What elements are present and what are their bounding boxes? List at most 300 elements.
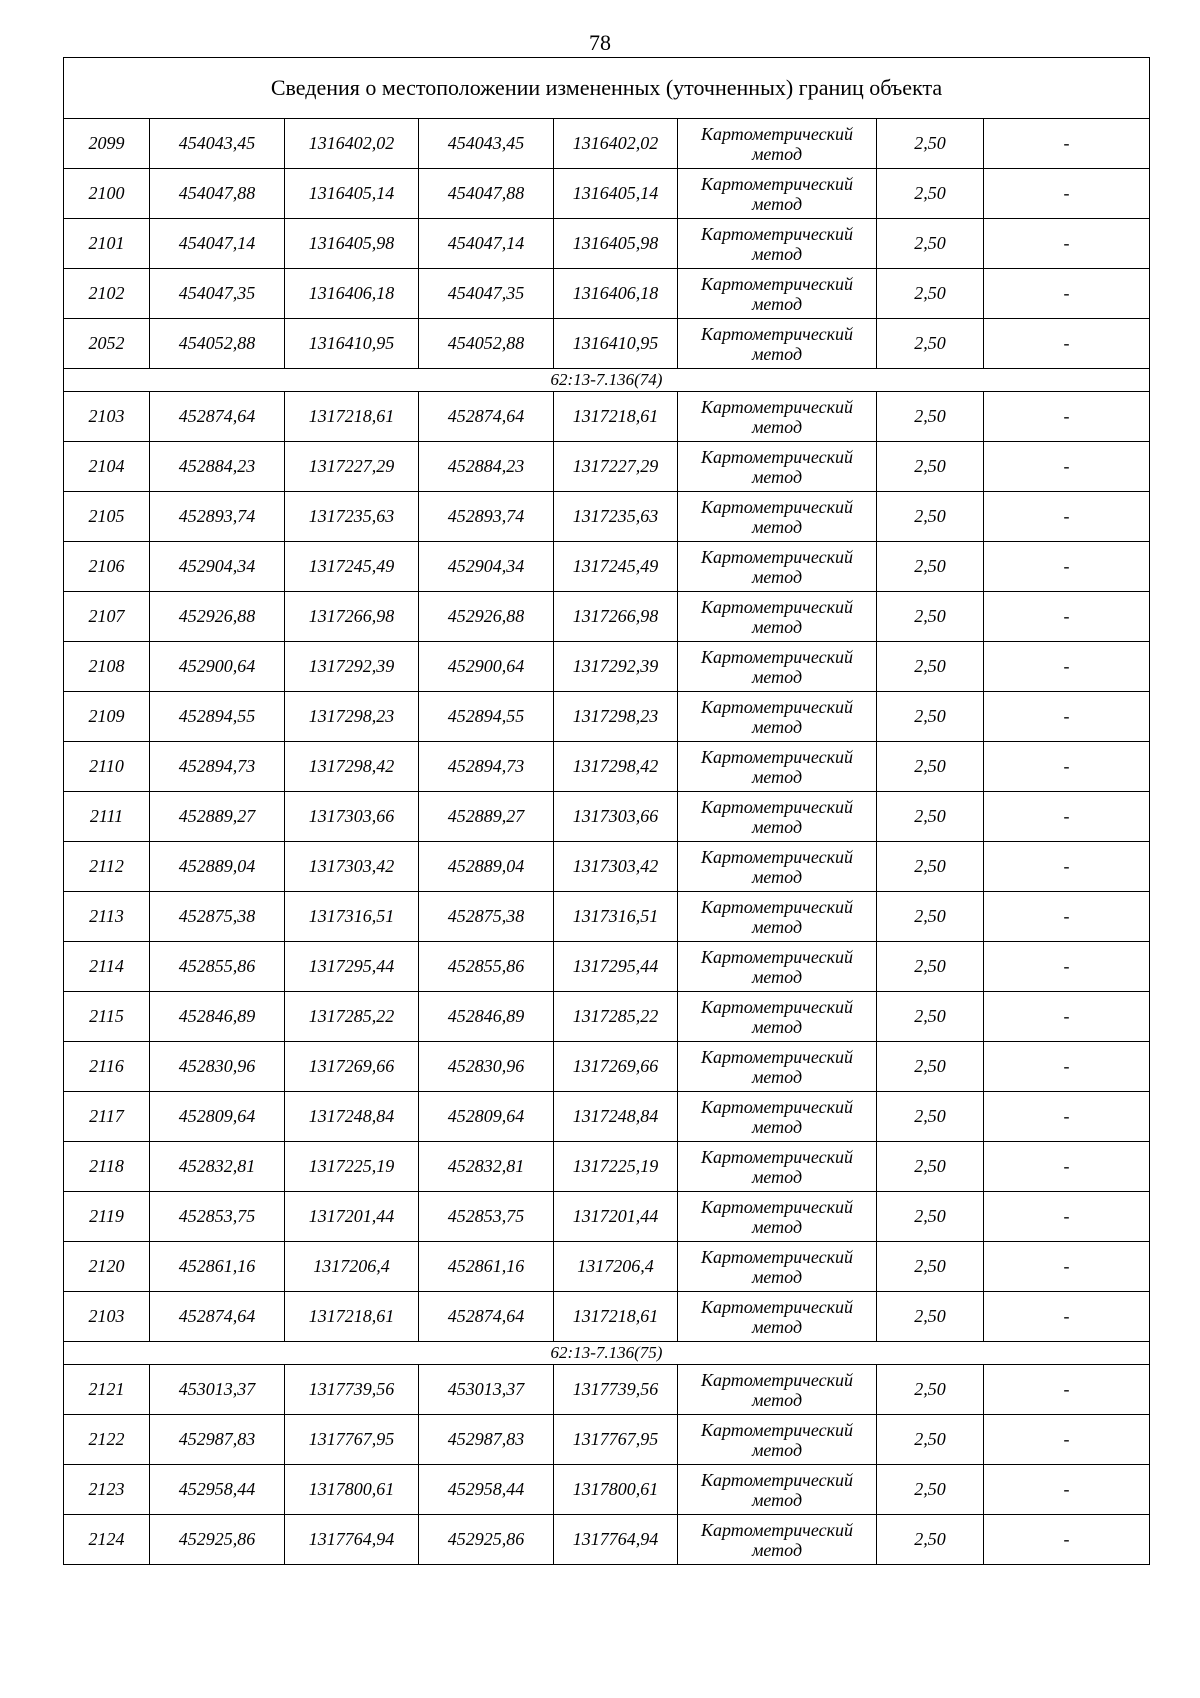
y-refined-cell: 1317225,19 (554, 1142, 678, 1192)
table-row (64, 492, 1150, 542)
x-existing-cell: 452893,74 (150, 492, 285, 542)
note-cell: - (984, 992, 1150, 1042)
x-existing-cell: 452846,89 (150, 992, 285, 1042)
point-number-cell: 2123 (64, 1465, 150, 1515)
note-cell: - (984, 442, 1150, 492)
point-number-cell: 2106 (64, 542, 150, 592)
x-refined-cell: 452958,44 (419, 1465, 554, 1515)
y-refined-cell: 1317298,42 (554, 742, 678, 792)
y-refined-cell: 1317303,42 (554, 842, 678, 892)
x-existing-cell: 452874,64 (150, 392, 285, 442)
accuracy-cell: 2,50 (877, 319, 984, 369)
y-existing-cell: 1317248,84 (285, 1092, 419, 1142)
x-existing-cell: 454047,35 (150, 269, 285, 319)
x-refined-cell: 452875,38 (419, 892, 554, 942)
method-line-1: Картометрический (700, 1096, 853, 1117)
y-existing-cell: 1317298,23 (285, 692, 419, 742)
point-number-cell: 2122 (64, 1415, 150, 1465)
accuracy-cell: 2,50 (877, 692, 984, 742)
method-cell (678, 842, 877, 892)
method-line-2: метод (751, 343, 803, 364)
y-existing-cell: 1316406,18 (285, 269, 419, 319)
y-existing-cell: 1317303,66 (285, 792, 419, 842)
section-label: 62:13-7.136(74) (64, 369, 1150, 392)
point-number-cell: 2105 (64, 492, 150, 542)
y-refined-cell: 1317800,61 (554, 1465, 678, 1515)
point-number-cell: 2120 (64, 1242, 150, 1292)
method-line-1: Картометрический (700, 896, 853, 917)
note-cell: - (984, 1042, 1150, 1092)
method-line-2: метод (751, 616, 803, 637)
point-number-cell: 2099 (64, 119, 150, 169)
point-number-cell: 2117 (64, 1092, 150, 1142)
note-cell: - (984, 1415, 1150, 1465)
accuracy-cell: 2,50 (877, 169, 984, 219)
note-cell: - (984, 1515, 1150, 1565)
note-cell: - (984, 269, 1150, 319)
note-cell: - (984, 842, 1150, 892)
y-refined-cell: 1317248,84 (554, 1092, 678, 1142)
note-cell: - (984, 319, 1150, 369)
x-existing-cell: 452832,81 (150, 1142, 285, 1192)
x-existing-cell: 454052,88 (150, 319, 285, 369)
x-existing-cell: 452861,16 (150, 1242, 285, 1292)
section-label: 62:13-7.136(75) (64, 1342, 1150, 1365)
point-number-cell: 2052 (64, 319, 150, 369)
method-line-1: Картометрический (700, 1246, 853, 1267)
table-row (64, 169, 1150, 219)
x-refined-cell: 454052,88 (419, 319, 554, 369)
x-refined-cell: 452874,64 (419, 392, 554, 442)
y-existing-cell: 1317269,66 (285, 1042, 419, 1092)
coordinates-table (63, 57, 1150, 1565)
point-number-cell: 2119 (64, 1192, 150, 1242)
y-existing-cell: 1317764,94 (285, 1515, 419, 1565)
x-existing-cell: 452855,86 (150, 942, 285, 992)
accuracy-cell: 2,50 (877, 792, 984, 842)
x-existing-cell: 454043,45 (150, 119, 285, 169)
table-body (64, 58, 1150, 1565)
y-existing-cell: 1317285,22 (285, 992, 419, 1042)
point-number-cell: 2111 (64, 792, 150, 842)
accuracy-cell: 2,50 (877, 1192, 984, 1242)
method-line-1: Картометрический (700, 496, 853, 517)
note-cell: - (984, 692, 1150, 742)
x-refined-cell: 452830,96 (419, 1042, 554, 1092)
method-line-2: метод (751, 293, 803, 314)
method-cell (678, 1042, 877, 1092)
note-cell: - (984, 492, 1150, 542)
x-refined-cell: 452874,64 (419, 1292, 554, 1342)
x-existing-cell: 452889,04 (150, 842, 285, 892)
point-number-cell: 2102 (64, 269, 150, 319)
y-refined-cell: 1316405,14 (554, 169, 678, 219)
y-refined-cell: 1316406,18 (554, 269, 678, 319)
accuracy-cell: 2,50 (877, 992, 984, 1042)
point-number-cell: 2118 (64, 1142, 150, 1192)
method-line-2: метод (751, 1389, 803, 1410)
x-refined-cell: 452846,89 (419, 992, 554, 1042)
y-refined-cell: 1316405,98 (554, 219, 678, 269)
table-row (64, 1292, 1150, 1342)
accuracy-cell: 2,50 (877, 1242, 984, 1292)
note-cell: - (984, 219, 1150, 269)
x-existing-cell: 452925,86 (150, 1515, 285, 1565)
note-cell: - (984, 592, 1150, 642)
method-line-2: метод (751, 916, 803, 937)
y-existing-cell: 1316405,14 (285, 169, 419, 219)
accuracy-cell: 2,50 (877, 742, 984, 792)
note-cell: - (984, 169, 1150, 219)
y-existing-cell: 1317235,63 (285, 492, 419, 542)
y-refined-cell: 1317235,63 (554, 492, 678, 542)
note-cell: - (984, 1192, 1150, 1242)
x-refined-cell: 452904,34 (419, 542, 554, 592)
y-existing-cell: 1317218,61 (285, 392, 419, 442)
point-number-cell: 2114 (64, 942, 150, 992)
note-cell: - (984, 742, 1150, 792)
note-cell: - (984, 792, 1150, 842)
method-cell (678, 642, 877, 692)
x-existing-cell: 452926,88 (150, 592, 285, 642)
table-row (64, 642, 1150, 692)
method-line-2: метод (751, 766, 803, 787)
x-existing-cell: 453013,37 (150, 1365, 285, 1415)
x-refined-cell: 452900,64 (419, 642, 554, 692)
method-line-1: Картометрический (700, 646, 853, 667)
table-row (64, 892, 1150, 942)
point-number-cell: 2104 (64, 442, 150, 492)
method-line-1: Картометрический (700, 446, 853, 467)
method-line-2: метод (751, 1016, 803, 1037)
method-cell (678, 1292, 877, 1342)
table-row (64, 319, 1150, 369)
method-line-1: Картометрический (700, 1469, 853, 1490)
y-refined-cell: 1317201,44 (554, 1192, 678, 1242)
method-line-1: Картометрический (700, 223, 853, 244)
note-cell: - (984, 1142, 1150, 1192)
table-row (64, 1042, 1150, 1092)
point-number-cell: 2110 (64, 742, 150, 792)
method-line-1: Картометрический (700, 846, 853, 867)
y-existing-cell: 1317218,61 (285, 1292, 419, 1342)
note-cell: - (984, 1365, 1150, 1415)
x-refined-cell: 452987,83 (419, 1415, 554, 1465)
point-number-cell: 2116 (64, 1042, 150, 1092)
method-line-2: метод (751, 466, 803, 487)
method-line-1: Картометрический (700, 796, 853, 817)
method-line-2: метод (751, 1166, 803, 1187)
method-cell (678, 269, 877, 319)
method-line-1: Картометрический (700, 173, 853, 194)
method-line-1: Картометрический (700, 123, 853, 144)
method-line-1: Картометрический (700, 1146, 853, 1167)
method-line-1: Картометрический (700, 323, 853, 344)
method-cell (678, 442, 877, 492)
method-cell (678, 892, 877, 942)
x-existing-cell: 452889,27 (150, 792, 285, 842)
method-cell (678, 942, 877, 992)
x-existing-cell: 452874,64 (150, 1292, 285, 1342)
method-cell (678, 219, 877, 269)
accuracy-cell: 2,50 (877, 642, 984, 692)
method-line-2: метод (751, 1316, 803, 1337)
method-line-2: метод (751, 1266, 803, 1287)
x-refined-cell: 452894,55 (419, 692, 554, 742)
y-existing-cell: 1317767,95 (285, 1415, 419, 1465)
table-title-row (64, 58, 1150, 119)
section-header-row (64, 1342, 1150, 1365)
method-cell (678, 319, 877, 369)
y-existing-cell: 1317316,51 (285, 892, 419, 942)
accuracy-cell: 2,50 (877, 892, 984, 942)
accuracy-cell: 2,50 (877, 492, 984, 542)
note-cell: - (984, 892, 1150, 942)
y-existing-cell: 1317266,98 (285, 592, 419, 642)
method-line-2: метод (751, 666, 803, 687)
method-line-1: Картометрический (700, 546, 853, 567)
table-row (64, 1465, 1150, 1515)
y-refined-cell: 1316402,02 (554, 119, 678, 169)
table-row (64, 542, 1150, 592)
y-refined-cell: 1317218,61 (554, 392, 678, 442)
point-number-cell: 2103 (64, 1292, 150, 1342)
x-refined-cell: 452893,74 (419, 492, 554, 542)
point-number-cell: 2108 (64, 642, 150, 692)
accuracy-cell: 2,50 (877, 1142, 984, 1192)
note-cell: - (984, 119, 1150, 169)
method-line-1: Картометрический (700, 1046, 853, 1067)
method-line-2: метод (751, 1539, 803, 1560)
method-line-1: Картометрический (700, 596, 853, 617)
y-existing-cell: 1317298,42 (285, 742, 419, 792)
note-cell: - (984, 1465, 1150, 1515)
table-row (64, 219, 1150, 269)
method-line-2: метод (751, 1439, 803, 1460)
section-header-row (64, 369, 1150, 392)
x-refined-cell: 452926,88 (419, 592, 554, 642)
method-line-2: метод (751, 1066, 803, 1087)
table-row (64, 1142, 1150, 1192)
x-refined-cell: 452894,73 (419, 742, 554, 792)
method-cell (678, 1092, 877, 1142)
table-row (64, 269, 1150, 319)
method-cell (678, 692, 877, 742)
point-number-cell: 2107 (64, 592, 150, 642)
y-refined-cell: 1317218,61 (554, 1292, 678, 1342)
accuracy-cell: 2,50 (877, 392, 984, 442)
y-refined-cell: 1317266,98 (554, 592, 678, 642)
point-number-cell: 2100 (64, 169, 150, 219)
method-line-1: Картометрический (700, 1419, 853, 1440)
y-existing-cell: 1317303,42 (285, 842, 419, 892)
x-refined-cell: 453013,37 (419, 1365, 554, 1415)
y-refined-cell: 1317206,4 (554, 1242, 678, 1292)
x-existing-cell: 452830,96 (150, 1042, 285, 1092)
accuracy-cell: 2,50 (877, 1092, 984, 1142)
accuracy-cell: 2,50 (877, 269, 984, 319)
table-row (64, 119, 1150, 169)
y-existing-cell: 1317227,29 (285, 442, 419, 492)
point-number-cell: 2103 (64, 392, 150, 442)
y-existing-cell: 1317800,61 (285, 1465, 419, 1515)
x-existing-cell: 454047,14 (150, 219, 285, 269)
method-line-1: Картометрический (700, 746, 853, 767)
method-cell (678, 1365, 877, 1415)
method-line-2: метод (751, 193, 803, 214)
method-line-1: Картометрический (700, 946, 853, 967)
y-existing-cell: 1317201,44 (285, 1192, 419, 1242)
table-row (64, 1415, 1150, 1465)
table-row (64, 992, 1150, 1042)
method-line-2: метод (751, 566, 803, 587)
accuracy-cell: 2,50 (877, 542, 984, 592)
method-cell (678, 742, 877, 792)
y-existing-cell: 1317225,19 (285, 1142, 419, 1192)
y-existing-cell: 1316410,95 (285, 319, 419, 369)
x-refined-cell: 452855,86 (419, 942, 554, 992)
method-line-2: метод (751, 243, 803, 264)
y-existing-cell: 1316402,02 (285, 119, 419, 169)
table-row (64, 442, 1150, 492)
y-refined-cell: 1317767,95 (554, 1415, 678, 1465)
note-cell: - (984, 642, 1150, 692)
method-cell (678, 592, 877, 642)
table-row (64, 792, 1150, 842)
method-line-2: метод (751, 1216, 803, 1237)
y-existing-cell: 1317295,44 (285, 942, 419, 992)
y-refined-cell: 1317292,39 (554, 642, 678, 692)
method-line-1: Картометрический (700, 1519, 853, 1540)
x-existing-cell: 452904,34 (150, 542, 285, 592)
method-line-1: Картометрический (700, 396, 853, 417)
y-existing-cell: 1317245,49 (285, 542, 419, 592)
method-cell (678, 119, 877, 169)
accuracy-cell: 2,50 (877, 219, 984, 269)
x-existing-cell: 452900,64 (150, 642, 285, 692)
x-refined-cell: 454047,14 (419, 219, 554, 269)
table-row (64, 742, 1150, 792)
method-line-1: Картометрический (700, 1369, 853, 1390)
y-refined-cell: 1317285,22 (554, 992, 678, 1042)
method-cell (678, 1192, 877, 1242)
method-line-2: метод (751, 866, 803, 887)
y-refined-cell: 1317739,56 (554, 1365, 678, 1415)
table-row (64, 842, 1150, 892)
y-refined-cell: 1316410,95 (554, 319, 678, 369)
x-refined-cell: 452853,75 (419, 1192, 554, 1242)
method-cell (678, 1515, 877, 1565)
method-line-2: метод (751, 143, 803, 164)
note-cell: - (984, 1092, 1150, 1142)
method-cell (678, 492, 877, 542)
point-number-cell: 2109 (64, 692, 150, 742)
method-cell (678, 542, 877, 592)
method-cell (678, 1415, 877, 1465)
x-refined-cell: 452832,81 (419, 1142, 554, 1192)
y-refined-cell: 1317764,94 (554, 1515, 678, 1565)
accuracy-cell: 2,50 (877, 1515, 984, 1565)
page-number: 78 (589, 30, 611, 55)
note-cell: - (984, 392, 1150, 442)
method-cell (678, 1142, 877, 1192)
method-line-1: Картометрический (700, 1196, 853, 1217)
x-refined-cell: 454047,88 (419, 169, 554, 219)
method-line-2: метод (751, 716, 803, 737)
y-existing-cell: 1316405,98 (285, 219, 419, 269)
accuracy-cell: 2,50 (877, 442, 984, 492)
method-line-1: Картометрический (700, 696, 853, 717)
x-existing-cell: 452894,55 (150, 692, 285, 742)
x-refined-cell: 454043,45 (419, 119, 554, 169)
table-row (64, 1092, 1150, 1142)
x-existing-cell: 454047,88 (150, 169, 285, 219)
y-existing-cell: 1317739,56 (285, 1365, 419, 1415)
point-number-cell: 2124 (64, 1515, 150, 1565)
x-refined-cell: 454047,35 (419, 269, 554, 319)
x-refined-cell: 452889,27 (419, 792, 554, 842)
x-existing-cell: 452987,83 (150, 1415, 285, 1465)
x-refined-cell: 452809,64 (419, 1092, 554, 1142)
accuracy-cell: 2,50 (877, 842, 984, 892)
method-cell (678, 992, 877, 1042)
x-existing-cell: 452884,23 (150, 442, 285, 492)
table-row (64, 1515, 1150, 1565)
table-row (64, 1365, 1150, 1415)
point-number-cell: 2112 (64, 842, 150, 892)
x-refined-cell: 452889,04 (419, 842, 554, 892)
accuracy-cell: 2,50 (877, 1365, 984, 1415)
note-cell: - (984, 1242, 1150, 1292)
table-row (64, 1192, 1150, 1242)
y-existing-cell: 1317206,4 (285, 1242, 419, 1292)
method-line-1: Картометрический (700, 996, 853, 1017)
table-row (64, 392, 1150, 442)
note-cell: - (984, 942, 1150, 992)
accuracy-cell: 2,50 (877, 1292, 984, 1342)
accuracy-cell: 2,50 (877, 1042, 984, 1092)
method-line-2: метод (751, 966, 803, 987)
x-existing-cell: 452853,75 (150, 1192, 285, 1242)
x-existing-cell: 452875,38 (150, 892, 285, 942)
y-existing-cell: 1317292,39 (285, 642, 419, 692)
method-line-2: метод (751, 1116, 803, 1137)
y-refined-cell: 1317295,44 (554, 942, 678, 992)
accuracy-cell: 2,50 (877, 592, 984, 642)
point-number-cell: 2113 (64, 892, 150, 942)
accuracy-cell: 2,50 (877, 119, 984, 169)
method-cell (678, 1242, 877, 1292)
note-cell: - (984, 1292, 1150, 1342)
table-row (64, 942, 1150, 992)
x-existing-cell: 452894,73 (150, 742, 285, 792)
method-line-2: метод (751, 1489, 803, 1510)
method-line-2: метод (751, 416, 803, 437)
y-refined-cell: 1317316,51 (554, 892, 678, 942)
y-refined-cell: 1317269,66 (554, 1042, 678, 1092)
method-line-1: Картометрический (700, 1296, 853, 1317)
method-line-1: Картометрический (700, 273, 853, 294)
point-number-cell: 2121 (64, 1365, 150, 1415)
method-cell (678, 169, 877, 219)
method-cell (678, 392, 877, 442)
y-refined-cell: 1317303,66 (554, 792, 678, 842)
y-refined-cell: 1317227,29 (554, 442, 678, 492)
method-line-2: метод (751, 816, 803, 837)
table-row (64, 1242, 1150, 1292)
x-existing-cell: 452809,64 (150, 1092, 285, 1142)
point-number-cell: 2101 (64, 219, 150, 269)
